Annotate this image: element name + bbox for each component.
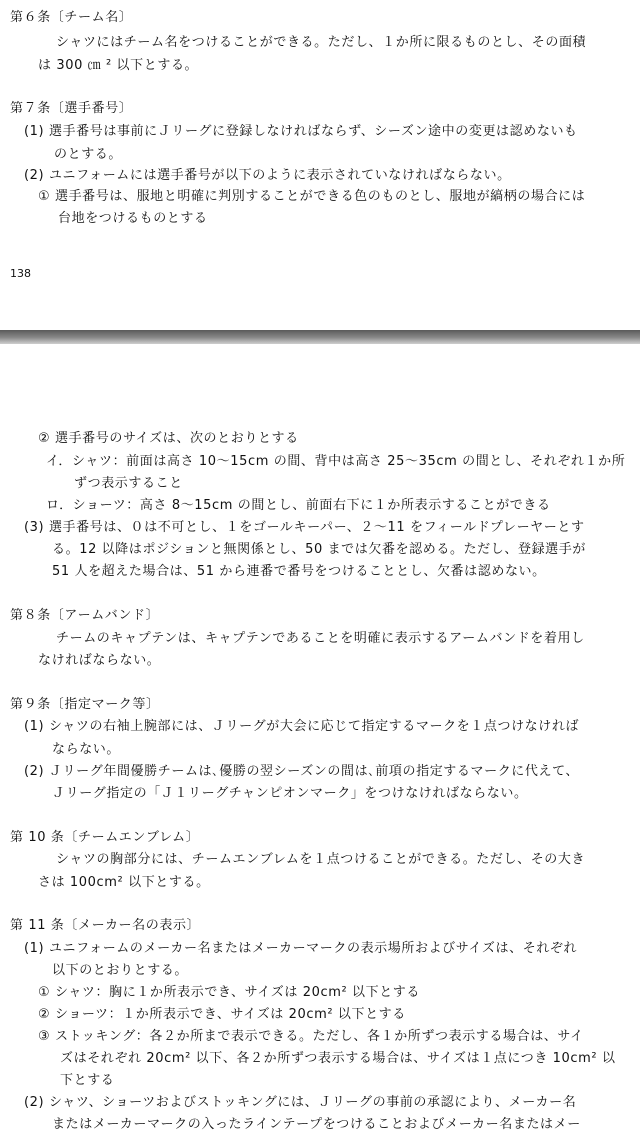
article-7-para-3-cont: る。12 以降はポジションと無関係とし、50 までは欠番を認める。ただし、登録選手が [52, 542, 586, 557]
article-9-para-1: (1) シャツの右袖上腕部には、Ｊリーグが大会に応じて指定するマークを１点つけなければ [24, 719, 580, 734]
article-10-text-line: さは 100cm² 以下とする。 [38, 875, 210, 890]
article-7-item-2-a: イ．シャツ：前面は高さ 10～15cm の間、背中は高さ 25～35cm の間とし、それぞれ１か所 [46, 454, 626, 469]
article-7-para-2: (2) ユニフォームには選手番号が以下のように表示されていなければならない。 [24, 168, 511, 183]
article-11-item-3: ③ ストッキング：各２か所まで表示できる。ただし、各１か所ずつ表示する場合は、サイ [38, 1029, 584, 1044]
article-7-heading: 第７条〔選手番号〕 [10, 101, 133, 116]
article-11-para-1: (1) ユニフォームのメーカー名またはメーカーマークの表示場所およびサイズは、それぞれ [24, 941, 578, 956]
article-10-text-line: シャツの胸部分には、チームエンブレムを１点つけることができる。ただし、その大き [56, 852, 586, 867]
article-7-item-2-b: ロ．ショーツ：高さ 8～15cm の間とし、前面右下に１か所表示することができる [46, 498, 551, 513]
article-11-item-2: ② ショーツ：１か所表示でき、サイズは 20cm² 以下とする [38, 1007, 406, 1022]
article-11-item-1: ① シャツ：胸に１か所表示でき、サイズは 20cm² 以下とする [38, 985, 420, 1000]
article-11-heading: 第 11 条〔メーカー名の表示〕 [10, 918, 201, 933]
article-7-para-3: (3) 選手番号は、０は不可とし、１をゴールキーパー、２～11 をフィールドプレーヤーとす [24, 520, 585, 535]
article-11-para-2: (2) シャツ、ショーツおよびストッキングには、Ｊリーグの事前の承認により、メーカー名 [24, 1095, 577, 1110]
article-10-heading: 第 10 条〔チームエンブレム〕 [10, 830, 200, 845]
article-6-text-line: は 300 ㎝ ² 以下とする。 [38, 58, 199, 73]
article-9-para-2-cont: Ｊリーグ指定の「Ｊ１リーグチャンピオンマーク」をつけなければならない。 [52, 786, 528, 801]
article-6-heading: 第６条〔チーム名〕 [10, 10, 133, 25]
page-number: 138 [10, 267, 31, 280]
document-page-top [0, 0, 640, 330]
article-8-text-line: チームのキャプテンは、キャプテンであることを明確に表示するアームバンドを着用し [56, 631, 585, 646]
article-7-item-1-cont: 台地をつけるものとする [58, 211, 208, 226]
article-7-item-1: ① 選手番号は、服地と明確に判別することができる色のものとし、服地が縞柄の場合には [38, 189, 586, 204]
page-separator [0, 330, 640, 344]
article-7-para-1-cont: のとする。 [54, 147, 123, 162]
article-7-para-3-cont: 51 人を超えた場合は、51 から連番で番号をつけることとし、欠番は認めない。 [52, 564, 546, 579]
article-8-heading: 第８条〔アームバンド〕 [10, 608, 160, 623]
document-page-bottom [0, 344, 640, 1136]
article-9-para-2: (2) Ｊリーグ年間優勝チームは､優勝の翌シーズンの間は､前項の指定するマークに代えて、 [24, 764, 580, 779]
article-9-para-1-cont: ならない。 [52, 742, 121, 757]
article-11-para-1-cont: 以下のとおりとする。 [52, 963, 189, 978]
article-11-para-2-cont: またはメーカーマークの入ったラインテープをつけることおよびメーカー名またはメー [52, 1117, 581, 1132]
article-9-heading: 第９条〔指定マーク等〕 [10, 697, 160, 712]
article-7-para-1: (1) 選手番号は事前にＪリーグに登録しなければならず、シーズン途中の変更は認めないも [24, 124, 578, 139]
article-11-item-3-cont: ズはそれぞれ 20cm² 以下、各２か所ずつ表示する場合は、サイズは１点につき 10cm² 以 [60, 1051, 616, 1066]
article-8-text-line: なければならない。 [38, 653, 161, 668]
article-11-item-3-cont: 下とする [60, 1073, 115, 1088]
article-7-item-2-a-cont: ずつ表示すること [74, 476, 183, 491]
article-6-text-line: シャツにはチーム名をつけることができる。ただし、１か所に限るものとし、その面積 [56, 35, 587, 50]
article-7-item-2: ② 選手番号のサイズは、次のとおりとする [38, 431, 299, 446]
